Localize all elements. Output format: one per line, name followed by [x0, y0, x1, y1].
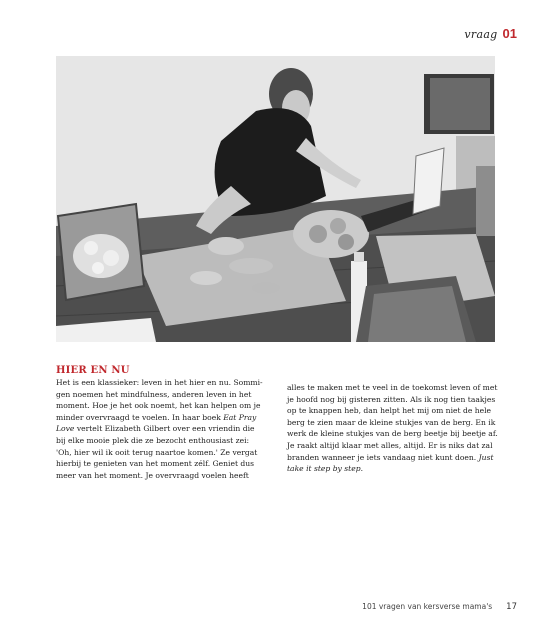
body-line: gen noemen het mindfulness, anderen leven in het — [56, 389, 252, 399]
footer-book-title: 101 vragen van kersverse mama's — [362, 602, 493, 611]
closing-phrase-cont: take it step by step. — [287, 464, 363, 474]
photo — [56, 56, 495, 342]
page-footer — [362, 602, 517, 612]
body-line: bij elke mooie plek die ze bezocht enthousiast zei: — [56, 435, 250, 445]
book-title: Eat Pray — [223, 412, 257, 422]
body-line: berg te zien maar de kleine stukjes van de berg. En ik — [287, 417, 496, 427]
book-title-cont: Love — [56, 424, 75, 434]
body-line — [287, 463, 497, 475]
body-text: vertelt Elizabeth Gilbert over een vriendin die — [74, 424, 255, 434]
body-text: minder overvraagd te voelen. In haar boek — [56, 412, 224, 422]
chapter-number: 01 — [502, 26, 517, 41]
body-line: werk de kleine stukjes van de berg beetje bij beetje af. — [287, 429, 498, 439]
chapter-label: vraag — [464, 28, 498, 41]
body-line — [287, 452, 497, 464]
page-number: 17 — [506, 602, 517, 612]
body-line: hierbij te genieten van het moment zélf. Geniet dus — [56, 459, 255, 469]
body-column-left — [56, 377, 261, 481]
body-line: je hoofd nog bij gisteren zitten. Als ik nog tien taakjes — [287, 394, 496, 404]
body-line: Het is een klassieker: leven in het hier en nu. Sommi- — [56, 378, 263, 387]
body-line — [56, 412, 261, 424]
photo-illustration — [56, 56, 495, 342]
body-line — [56, 423, 261, 435]
body-line: alles te maken met te veel in de toekomst leven of met — [287, 383, 498, 392]
closing-phrase: Just — [478, 452, 494, 462]
chapter-header — [464, 26, 517, 41]
body-text: branden wanneer je iets vandaag niet kunt doen. — [287, 452, 479, 462]
body-line: op te knappen heb, dan helpt het mij om niet de hele — [287, 406, 492, 416]
body-line: 'Oh, hier wil ik ooit terug naartoe komen.' Ze vergat — [56, 447, 258, 457]
body-column-right — [287, 382, 497, 475]
body-line: meer van het moment. Je overvraagd voelen heeft — [56, 470, 249, 480]
body-line: Je raakt altijd klaar met alles, altijd. Er is niks dat zal — [287, 440, 493, 450]
body-line: moment. Hoe je het ook noemt, het kan helpen om je — [56, 401, 261, 411]
section-heading: HIER EN NU — [56, 365, 130, 376]
